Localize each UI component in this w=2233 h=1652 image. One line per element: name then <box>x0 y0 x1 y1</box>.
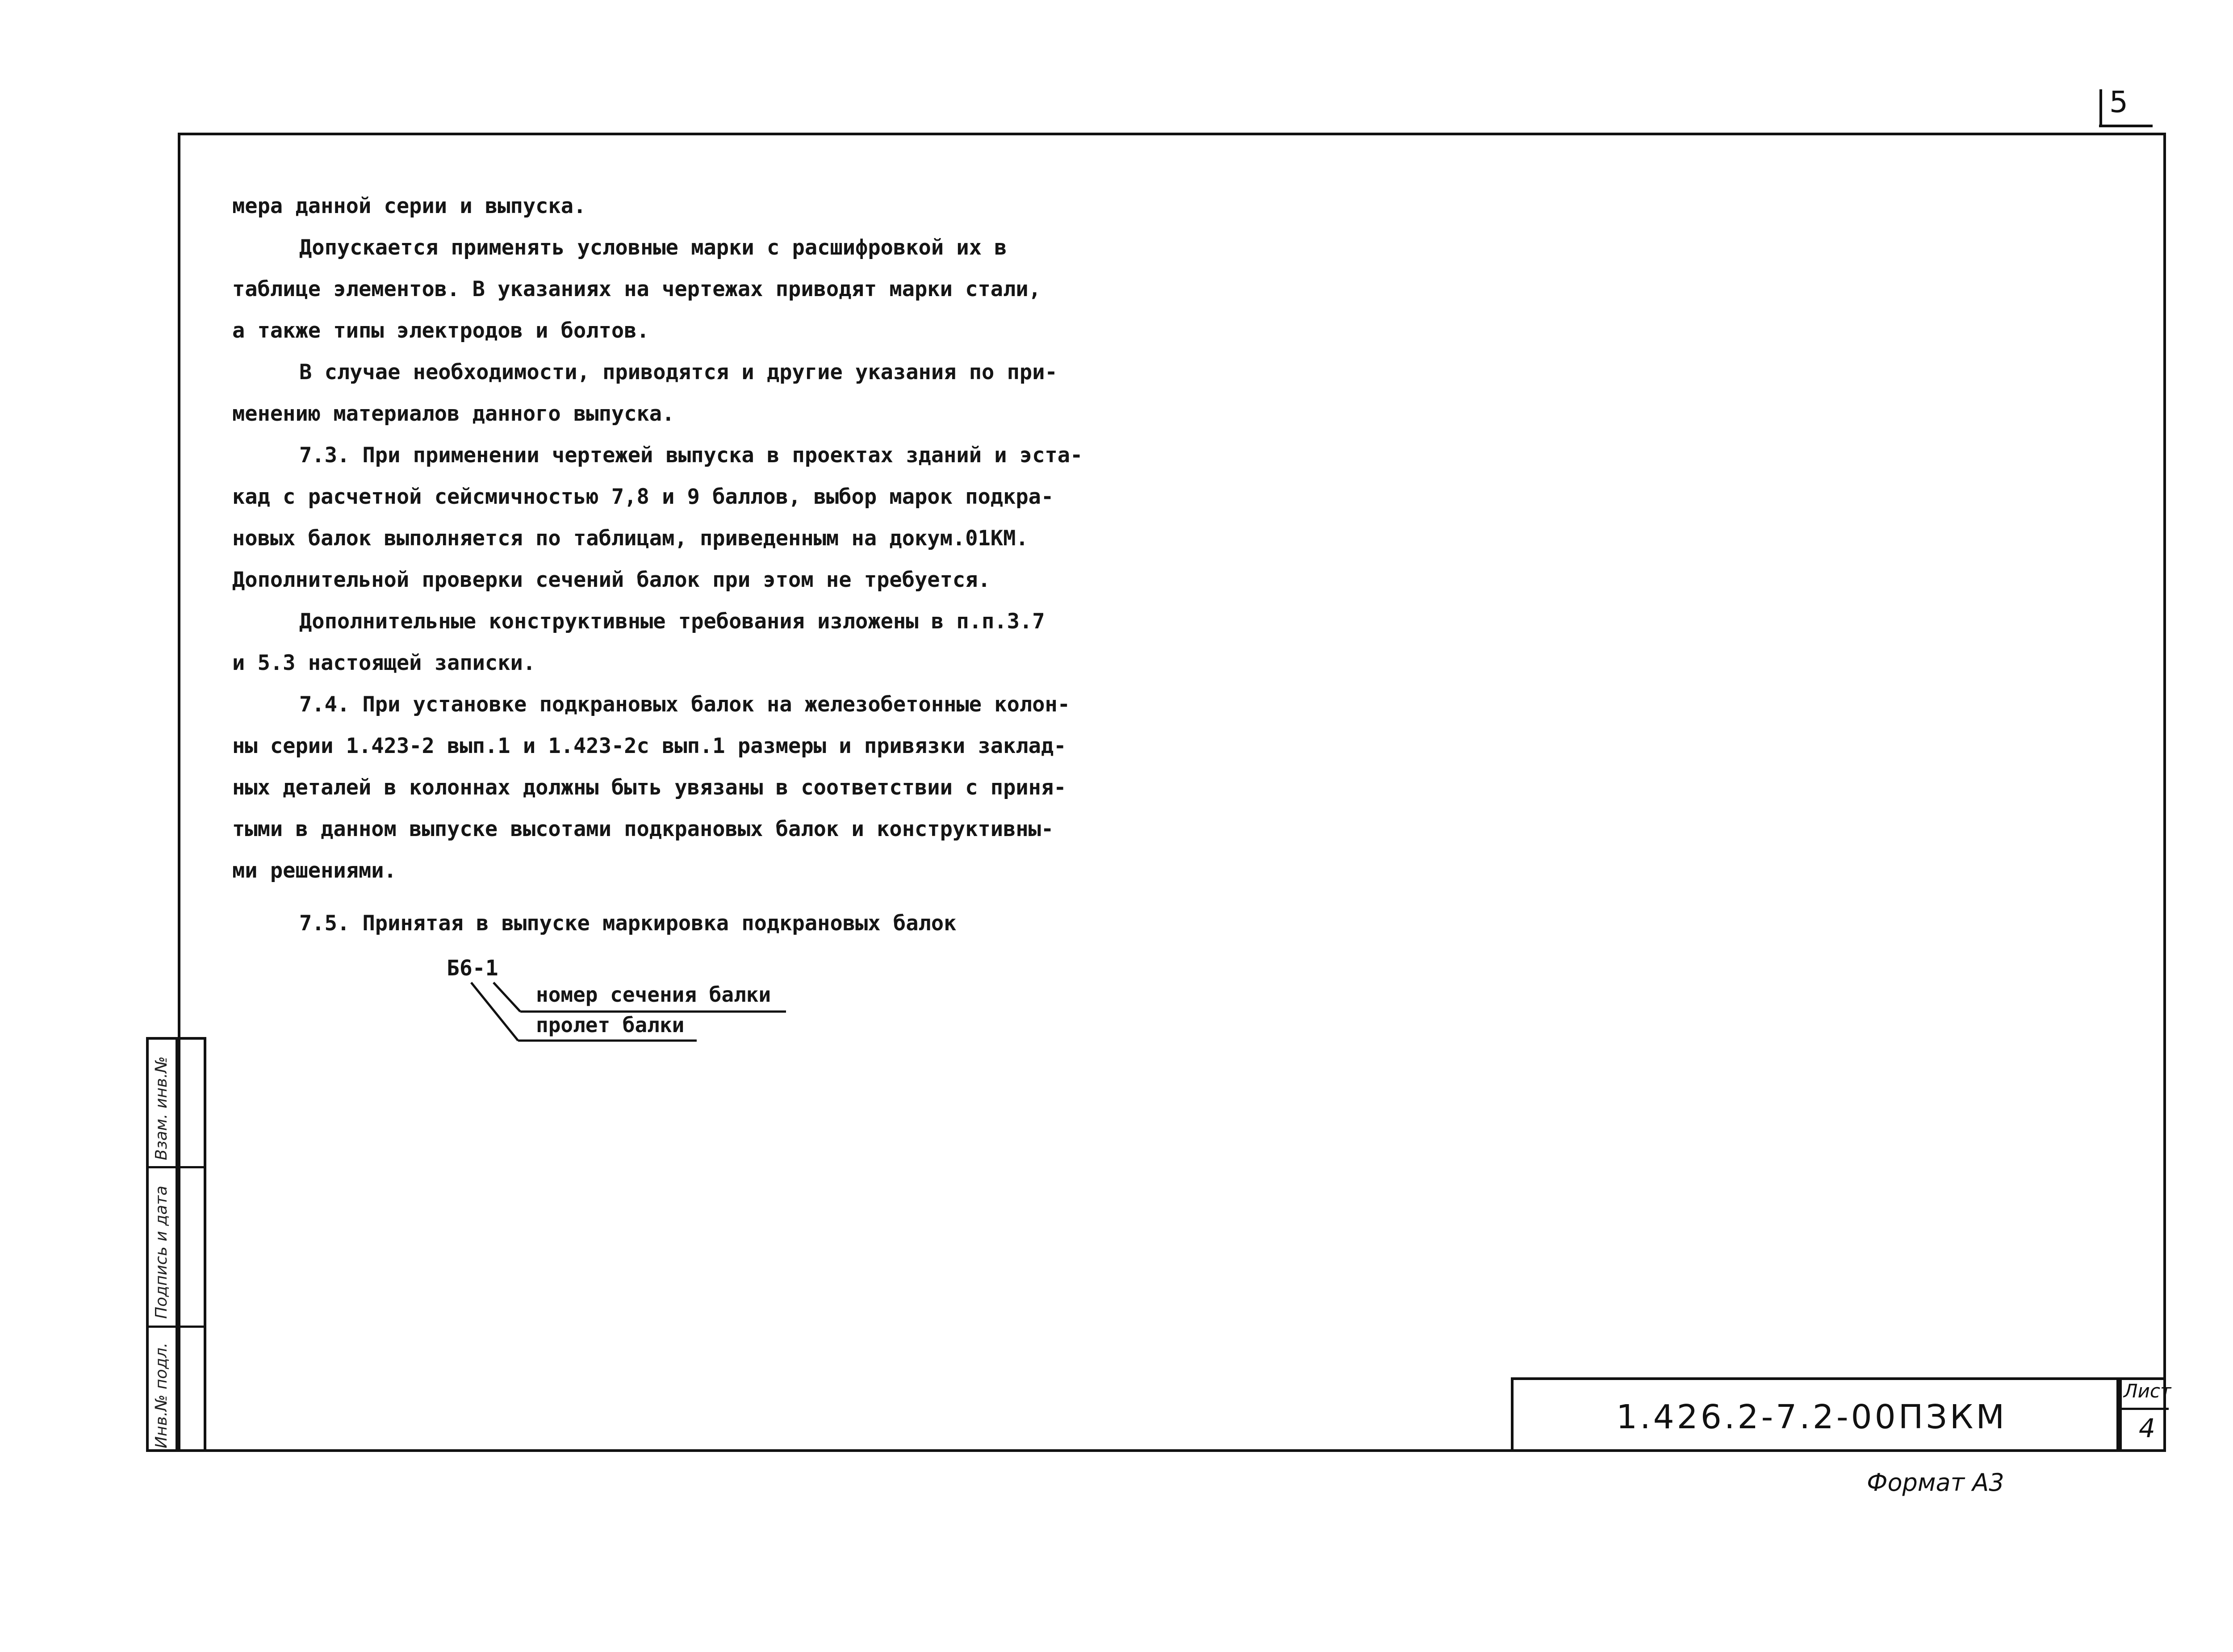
paragraph-line: Допускается применять условные марки с расшифровкой их в <box>299 235 1007 260</box>
paragraph-line: 7.5. Принятая в выпуске маркировка подкрановых балок <box>299 911 957 936</box>
sheet-cell-divider <box>2122 1408 2169 1410</box>
document-code: 1.426.2-7.2-00ПЗКМ <box>1616 1398 2007 1436</box>
side-label-inv-podl: Инв.№ подл. <box>152 1343 171 1448</box>
paragraph-line: и 5.3 настоящей записки. <box>232 651 536 675</box>
paragraph-line: ми решениями. <box>232 858 397 883</box>
side-stamp <box>146 1037 206 1452</box>
paragraph-line: Дополнительной проверки сечений балок при этом не требуется. <box>232 568 991 592</box>
paragraph-line: мера данной серии и выпуска. <box>232 194 586 218</box>
side-stamp-column-divider <box>176 1040 178 1449</box>
sheet-label: Лист <box>2124 1380 2171 1402</box>
side-label-podpis-data: Подпись и дата <box>152 1185 171 1319</box>
paragraph-line: 7.4. При установке подкрановых балок на железобетонные колон- <box>299 692 1071 717</box>
sheet-number: 5 <box>2109 85 2128 119</box>
paragraph-line: В случае необходимости, приводятся и другие указания по при- <box>299 360 1058 385</box>
title-block <box>1511 1377 2171 1452</box>
paragraph-line: Дополнительные конструктивные требования изложены в п.п.3.7 <box>299 609 1045 634</box>
marking-code: Б6-1 <box>447 956 498 981</box>
marking-diagram <box>447 956 804 1054</box>
format-label: Формат А3 <box>1867 1468 2004 1497</box>
paragraph-line: ных деталей в колоннах должны быть увязаны в соответствии с приня- <box>232 775 1066 800</box>
side-stamp-row-divider <box>149 1326 204 1328</box>
marking-label-span: пролет балки <box>536 1013 685 1037</box>
sheet-cell <box>2119 1377 2169 1452</box>
sheet-value: 4 <box>2139 1413 2155 1443</box>
frame-top-extension <box>2099 125 2153 127</box>
paragraph-line: менению материалов данного выпуска. <box>232 401 675 426</box>
paragraph-line: ны серии 1.423-2 вып.1 и 1.423-2с вып.1 размеры и привязки заклад- <box>232 734 1066 758</box>
side-label-vzam-inv: Взам. инв.№ <box>152 1056 171 1160</box>
paragraph-line: таблице элементов. В указаниях на чертежах приводят марки стали, <box>232 277 1041 301</box>
document-body <box>232 185 1125 944</box>
side-stamp-row-divider <box>149 1166 204 1168</box>
sheet-number-tick <box>2099 89 2102 127</box>
paragraph-line: тыми в данном выпуске высотами подкрановых балок и конструктивны- <box>232 817 1054 841</box>
paragraph-line: а также типы электродов и болтов. <box>232 318 649 343</box>
paragraph-line: новых балок выполняется по таблицам, приведенным на докум.01КМ. <box>232 526 1029 551</box>
paragraph-line: 7.3. При применении чертежей выпуска в проектах зданий и эста- <box>299 443 1083 468</box>
marking-label-section: номер сечения балки <box>536 983 771 1007</box>
paragraph-line: кад с расчетной сейсмичностью 7,8 и 9 баллов, выбор марок подкра- <box>232 485 1054 509</box>
